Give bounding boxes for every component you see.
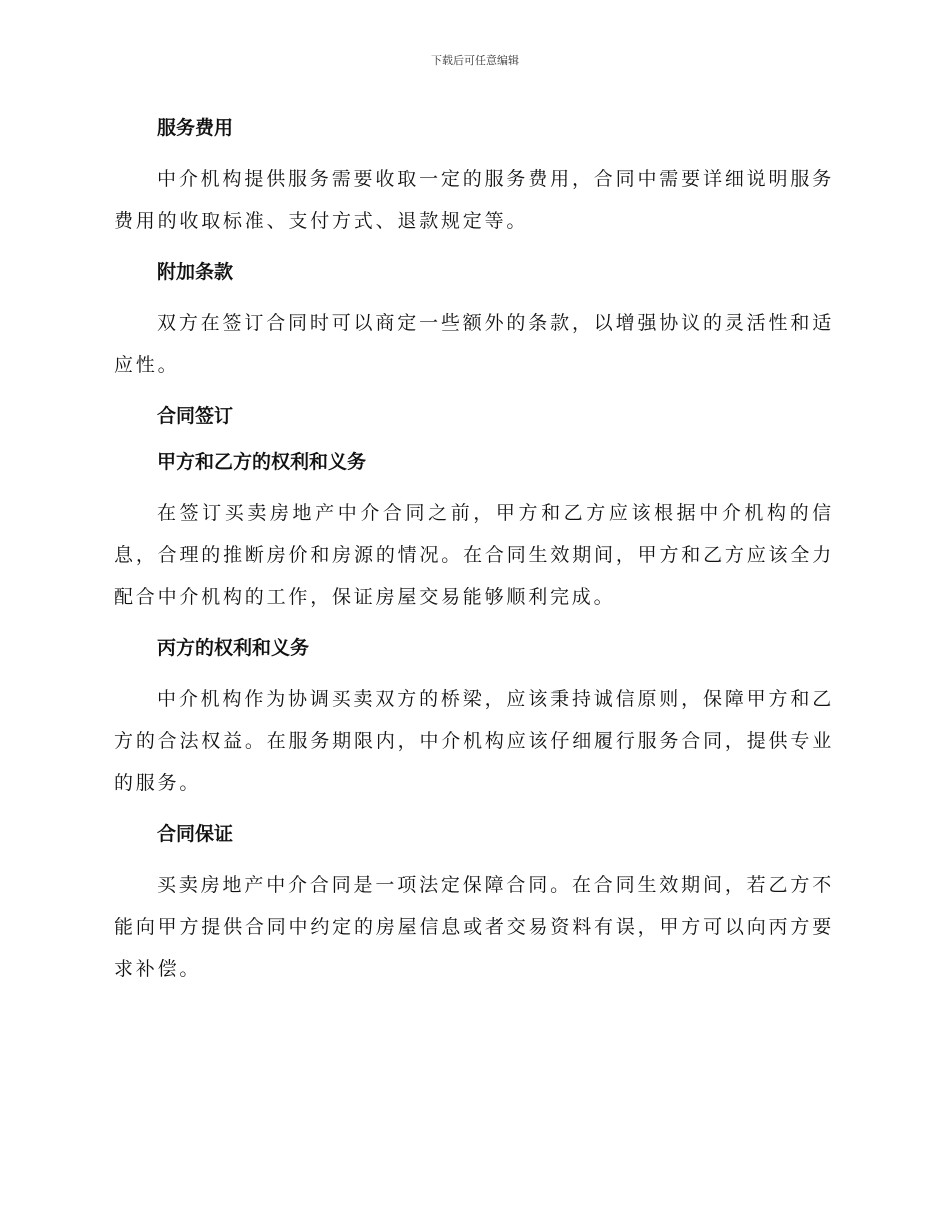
section-paragraph-additional-terms: 双方在签订合同时可以商定一些额外的条款，以增强协议的灵活性和适应性。 (114, 312, 834, 376)
section-heading-contract-signing: 合同签订 (157, 405, 234, 427)
section-heading-contract-guarantee: 合同保证 (157, 823, 234, 845)
section-paragraph-party-c-rights: 中介机构作为协调买卖双方的桥梁，应该秉持诚信原则，保障甲方和乙方的合法权益。在服务期限内，中介机构应该仔细履行服务合同，提供专业的服务。 (114, 688, 834, 794)
section-heading-service-fee: 服务费用 (157, 117, 234, 139)
section-paragraph-service-fee: 中介机构提供服务需要收取一定的服务费用，合同中需要详细说明服务费用的收取标准、支付方式、退款规定等。 (114, 168, 834, 232)
section-heading-party-c-rights: 丙方的权利和义务 (157, 637, 310, 659)
section-paragraph-contract-guarantee: 买卖房地产中介合同是一项法定保障合同。在合同生效期间，若乙方不能向甲方提供合同中约定的房屋信息或者交易资料有误，甲方可以向丙方要求补偿。 (114, 874, 834, 980)
section-paragraph-party-ab-rights: 在签订买卖房地产中介合同之前，甲方和乙方应该根据中介机构的信息，合理的推断房价和房源的情况。在合同生效期间，甲方和乙方应该全力配合中介机构的工作，保证房屋交易能够顺利完成。 (114, 502, 834, 608)
document-body (114, 112, 834, 990)
section-heading-additional-terms: 附加条款 (157, 261, 234, 283)
page-header: 下载后可任意编辑 (431, 54, 519, 67)
section-heading-party-ab-rights: 甲方和乙方的权利和义务 (157, 451, 367, 473)
